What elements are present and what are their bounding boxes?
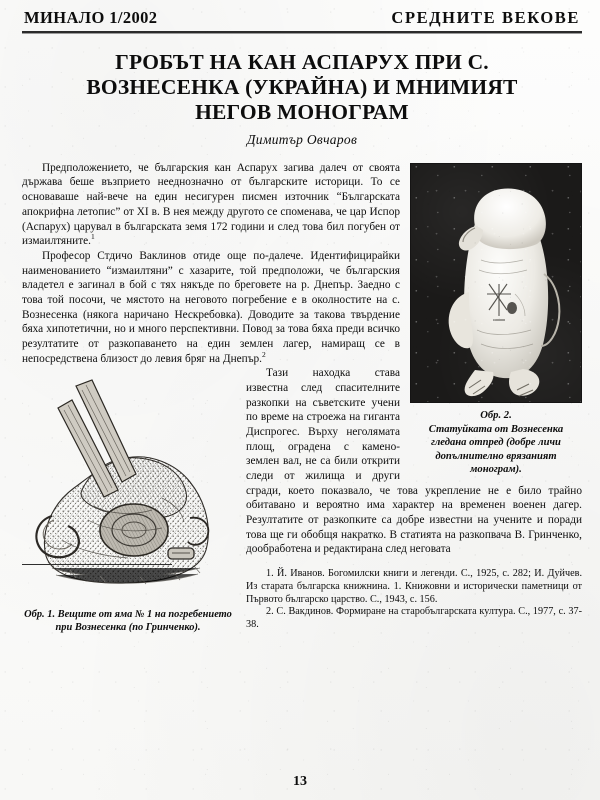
footnote-ref-1[interactable]: 1 [90,232,95,242]
article-body [22,161,582,632]
finds-engraving [22,370,234,602]
article-title [36,50,568,125]
figure-1 [22,370,234,634]
statuette-photograph [410,163,582,403]
paragraph-2-text: Професор Стдичо Ваклинов отиде още по-далече. Идентифицирайки наименованието “измаилтяни” с хазарите, той предположи, че българския владетел е загинал в бой с тях някъде по бреговете на р. Днепър. Заедно с това той посочи, че мястото на неговото погребение е в околностите на с. Вознесенка (някога наричано Нескребовка). Доводите за такова твърдение бяха хипотетични, но и много перспективни. Повод за това бяха преди всичко резултатите от разкопаването на един землен лагер, намиращ се в непосредствена близост до левия бряг на Днепър. [22,249,400,365]
page-number: 13 [293,774,307,789]
running-head [22,6,582,31]
footnote-ref-2[interactable]: 2 [262,349,266,359]
header-rule [22,31,582,34]
figure-2-caption [410,409,582,476]
figure-1-caption: Обр. 1. Вещите от яма № 1 на погребението при Вознесенка (по Гринченко). [24,609,232,634]
article-author: Димитър Овчаров [246,131,358,147]
excavated-objects-illustration [22,370,234,602]
footnote-1: 1. Й. Иванов. Богомилски книги и легенди. С., 1925, с. 282; И. Дуйчев. Из старата българска книжнина. 1. Книжовни и исторически паметници от Първото българско царство. С., 1943, с. 156. [246,567,582,605]
article-title-line-3: НЕГОВ МОНОГРАМ [195,99,409,124]
article-title-line-2: ВОЗНЕСЕНКА (УКРАЙНА) И МНИМИЯТ [86,74,518,99]
running-head-right: СРЕДНИТЕ ВЕКОВЕ [391,8,580,27]
footnote-2: 2. С. Вакдинов. Формиране на старобългарската култура. С., 1977, с. 37-38. [246,606,582,631]
figure-2-caption-text: Статуйката от Вознесенка гледана отпред (добре личи допълнително врязаният монограм). [428,424,564,475]
paragraph-1-text: Предположението, че българския кан Аспарух загива далеч от своята държава беше възприето нееднозначно от българските историци. То се основаваше най-вече на един несигурен писмен източник “Българската апокрифна летопис” от XI в. В нея между другото се споменава, че цар Испор (Аспарух) царувал в българската земя 172 години и след това бил погубен от измаилтяните. [22,161,400,248]
running-head-left: МИНАЛО 1/2002 [24,8,158,27]
article-title-line-1: ГРОБЪТ НА КАН АСПАРУХ ПРИ С. [115,50,489,74]
figure-2-number: Обр. 2. [480,409,512,421]
photo-grain [411,164,581,402]
paragraph-3: Тази находка става известна след спасителните разкопки на съветските учени по време на строежа на гиганта Диспрогес. Върху неголямата площ, оградена с камено-землен вал, не са били открити следи от жилища и други сгради, което показвало, че това укрепление не е било трайно обитавано и вероятно има характер на временен военен дагер. Резултатите от разкопките са добре известни на учените и поради това ще ги обобщя накратко. В статията на разкопвача В. Гринченко, дообработена и редактирана след неговата [246,367,582,556]
figure-2 [410,163,582,476]
